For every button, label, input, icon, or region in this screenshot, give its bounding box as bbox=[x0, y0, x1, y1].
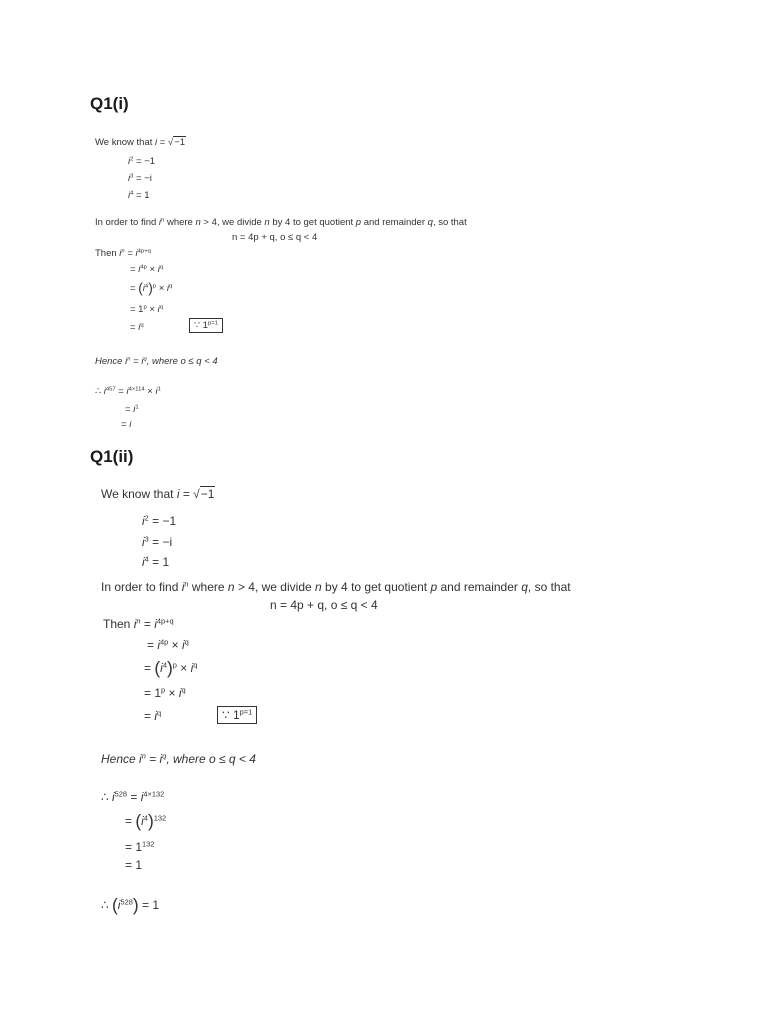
exponent: 4×114 bbox=[128, 386, 145, 393]
intro-text: We know that bbox=[101, 487, 174, 501]
because-bracket: ∵ $1^{p=1}$ bbox=[190, 318, 222, 333]
then-text: Then bbox=[95, 248, 117, 259]
step-line: = $i^q$ bbox=[144, 708, 162, 723]
power-line: $i^3 = -i$ bbox=[142, 534, 173, 549]
intro-line: We know that i = √−1 bbox=[95, 137, 186, 148]
step-line: = $1^p \times i^q$ bbox=[130, 304, 163, 315]
order-text: , so that bbox=[432, 217, 467, 228]
power-value: = −i bbox=[152, 535, 173, 549]
then-line: Then $i^n = i^{4p+q}$ bbox=[95, 248, 151, 259]
order-line: In order to find $i^n$ where n > 4, we divide n by 4 to get quotient p and remainder q, so that bbox=[95, 217, 467, 228]
exponent: 132 bbox=[142, 839, 155, 849]
order-line: In order to find $i^n$ where n > 4, we divide n by 4 to get quotient p and remainder q, so that bbox=[101, 579, 571, 594]
power-line: $i^4 = 1$ bbox=[142, 554, 170, 569]
step-line: = $i^{4p} \times i^q$ bbox=[147, 637, 189, 652]
hence-line: Hence $i^n = i^q$, where o ≤ q < 4 bbox=[101, 751, 256, 766]
final-value: = 1 bbox=[142, 898, 160, 912]
then-line: Then $i^n = i^{4p+q}$ bbox=[103, 616, 174, 631]
sqrt-arg: −1 bbox=[200, 487, 215, 501]
exponent: 528 bbox=[114, 789, 128, 799]
step-line: = 1 bbox=[125, 858, 143, 872]
order-text: > 4, we divide bbox=[237, 580, 312, 594]
power-line: $i^2 = -1$ bbox=[142, 513, 177, 528]
exponent: 457 bbox=[105, 386, 116, 393]
step-line: = $(i^4)^p \times i^q$ bbox=[130, 280, 173, 296]
power-value: = 1 bbox=[152, 555, 170, 569]
order-text: In order to find bbox=[95, 217, 157, 228]
power-value: = −i bbox=[136, 173, 152, 184]
hence-text: , where o ≤ q < 4 bbox=[146, 356, 218, 367]
sqrt-arg: −1 bbox=[174, 137, 186, 148]
step-line: = $(i^4)^p \times i^q$ bbox=[144, 658, 198, 679]
result-line: ∴ $i^{528} = i^{4\times 132}$ bbox=[101, 789, 165, 804]
power-line: $i^2 = -1$ bbox=[128, 156, 156, 167]
power-line: $i^4 = 1$ bbox=[128, 190, 150, 201]
exponent: 528 bbox=[120, 897, 133, 907]
intro-line: We know that i = √−1 bbox=[101, 487, 215, 501]
order-text: In order to find bbox=[101, 580, 179, 594]
final-line: ∴ $(i^{528}) = 1$ bbox=[101, 895, 160, 916]
hence-line: Hence $i^n = i^q$, where o ≤ q < 4 bbox=[95, 356, 218, 367]
because-bracket: ∵ $1^{p=1}$ bbox=[218, 706, 256, 724]
exponent: 1 bbox=[157, 386, 161, 393]
heading-q1-i: Q1(i) bbox=[90, 94, 129, 113]
order-text: , so that bbox=[527, 580, 571, 594]
step-line: = $1^{132}$ bbox=[125, 839, 155, 854]
hence-text: , where o ≤ q < 4 bbox=[166, 752, 256, 766]
order-text: by 4 to get quotient bbox=[325, 580, 428, 594]
order-text: > 4, we divide bbox=[203, 217, 262, 228]
order-text: and remainder bbox=[440, 580, 518, 594]
hence-text: Hence bbox=[101, 752, 136, 766]
step-line: = $i^{4p} \times i^q$ bbox=[130, 264, 164, 275]
exponent: 4×132 bbox=[143, 789, 165, 799]
power-value: = −1 bbox=[136, 156, 156, 167]
step-line: = $(i^4)^{132}$ bbox=[125, 811, 167, 832]
step-line: = $1^p \times i^q$ bbox=[144, 685, 186, 700]
power-line: $i^3 = -i$ bbox=[128, 173, 152, 184]
result-line: ∴ $i^{457} = i^{4\times 114} \times i^1$ bbox=[95, 386, 161, 397]
exponent: 132 bbox=[153, 813, 167, 823]
order-text: by 4 to get quotient bbox=[272, 217, 354, 228]
step-line: = i bbox=[121, 419, 132, 430]
heading-q1-ii: Q1(ii) bbox=[90, 447, 134, 466]
step-line: = $i^1$ bbox=[125, 404, 139, 415]
order-text: and remainder bbox=[363, 217, 425, 228]
power-value: = 1 bbox=[136, 190, 150, 201]
condition-line: n = 4p + q, o ≤ q < 4 bbox=[232, 232, 318, 243]
condition-line: n = 4p + q, o ≤ q < 4 bbox=[270, 598, 378, 612]
power-value: = −1 bbox=[152, 514, 177, 528]
intro-text: We know that bbox=[95, 137, 153, 148]
order-text: where bbox=[166, 217, 193, 228]
hence-text: Hence bbox=[95, 356, 123, 367]
step-line: = $i^q$ bbox=[130, 322, 144, 333]
order-text: where bbox=[191, 580, 225, 594]
then-text: Then bbox=[103, 617, 131, 631]
